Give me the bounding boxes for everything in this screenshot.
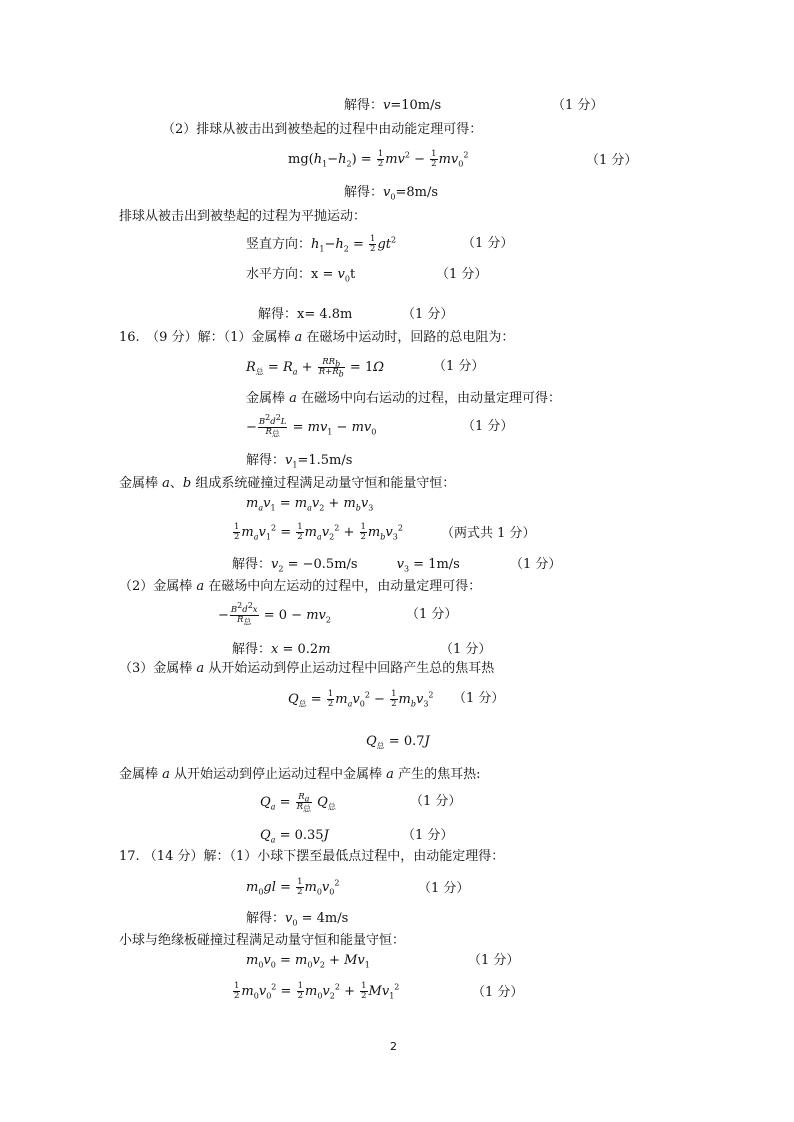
score-mark: （1 分） [468, 953, 520, 968]
score-mark: （1 分） [440, 642, 492, 657]
score-mark: （1 分） [462, 236, 514, 251]
solve-v1-line: 解得：$v_1=1.5m/s$ [246, 453, 353, 470]
solve-x-line: 解得：x= 4.8m [258, 307, 353, 322]
score-mark: （1 分） [410, 794, 462, 809]
score-mark: （1 分） [418, 881, 470, 896]
solve-v2-v3-line: 解得：$v_2 = -0.5m/s$ $v_3 = 1m/s$ [232, 557, 460, 574]
score-mark: （1 分） [462, 419, 514, 434]
horizontal-direction-equation: 水平方向：$x = v_0t$ [246, 267, 356, 284]
part2-left-motion-text: （2）金属棒 a 在磁场中向左运动的过程中，由动量定理可得： [119, 579, 482, 594]
collision-conservation-text: 金属棒 a、b 组成系统碰撞过程满足动量守恒和能量守恒： [119, 476, 456, 491]
total-resistance-equation: $R_总 = R_a$ + $RR_b$ $R+R_b$ = 1Ω [246, 357, 384, 379]
part2-heading: （2）排球从被击出到被垫起的过程中由动能定理可得： [162, 122, 483, 137]
momentum-right-equation: − $B^2d^2L$ $R_总$ = $mv_1 - mv_0$ [246, 413, 377, 439]
question-16-heading: 16. （9 分）解：（1）金属棒 a 在磁场中运动时，回路的总电阻为： [119, 330, 515, 345]
ball-energy-conservation-equation: $\frac{1}{2}$ $m_0v_0^2$ = $\frac{1}{2}$ $m_0v_2^2$ + $\frac{1}{2}$ $Mv_1^2$ [234, 981, 400, 1001]
solve-v-line: 解得：v=10m/s [344, 98, 442, 113]
momentum-conservation-equation: $m_av_1 = m_av_2 + m_bv_3$ [246, 496, 374, 513]
solve-ball-v0-line: 解得：$v_0 = 4m/s$ [246, 911, 349, 928]
total-heat-value: $Q_总 = 0.7J$ [366, 734, 430, 751]
score-mark: （1 分） [406, 607, 458, 622]
ball-collision-text: 小球与绝缘板碰撞过程满足动量守恒和能量守恒： [119, 933, 406, 948]
rod-a-heat-equation: $Q_a$ = $R_a$ $R_总$ $Q_总$ [260, 792, 336, 814]
rod-a-heat-text: 金属棒 a 从开始运动到停止运动过程中金属棒 a 产生的焦耳热: [119, 767, 481, 782]
score-mark: （1 分） [433, 359, 485, 374]
solve-v0-line: 解得：$v_0=8m/s$ [344, 185, 439, 202]
part3-joule-heat-text: （3）金属棒 a 从开始运动到停止运动过程中回路产生总的焦耳热 [119, 661, 495, 676]
score-mark: （1 分） [402, 307, 454, 322]
score-mark: （1 分） [472, 985, 524, 1000]
score-mark: （1 分） [586, 153, 638, 168]
score-mark: （1 分） [510, 557, 562, 572]
momentum-theorem-right-text: 金属棒 a 在磁场中向右运动的过程，由动量定理可得： [246, 391, 562, 406]
score-mark-combined: （两式共 1 分） [441, 526, 536, 541]
rod-a-heat-value: $Q_a = 0.35J$ [260, 828, 329, 845]
score-mark: （1 分） [402, 828, 454, 843]
question-17-heading: 17. （14 分）解：（1）小球下摆至最低点过程中，由动能定理得： [119, 849, 505, 864]
ball-momentum-equation: $m_0v_0 = m_0v_2 + Mv_1$ [246, 953, 370, 970]
energy-theorem-equation: $mg(h_1-h_2)$ = $\frac{1}{2}$ $mv^2$ − $\frac{1}{2}$ $mv_0^2$ [288, 149, 469, 169]
score-mark: （1 分） [453, 691, 505, 706]
score-mark: （1 分） [552, 98, 604, 113]
score-mark: （1 分） [436, 267, 488, 282]
ball-energy-equation: $m_0gl$ = $\frac{1}{2}$ $m_0v_0^2$ [246, 877, 340, 897]
energy-conservation-equation: $\frac{1}{2}$ $m_av_1^2$ = $\frac{1}{2}$ $m_av_2^2$ + $\frac{1}{2}$ $m_bv_3^2$ [234, 522, 403, 542]
total-heat-equation: $Q_总$ = $\frac{1}{2}$ $m_av_0^2$ − $\frac{1}{2}$ $m_bv_3^2$ [288, 689, 434, 709]
vertical-direction-equation: 竖直方向：$h_1-h_2$ = $\frac{1}{2}$ $gt^2$ [246, 234, 397, 254]
projectile-heading: 排球从被击出到被垫起的过程为平抛运动： [119, 209, 367, 224]
momentum-left-equation: − $B^2d^2x$ $R_总$ = $0 - mv_2$ [218, 601, 331, 627]
page-number: 2 [390, 1040, 397, 1053]
solve-x-distance-line: 解得：x = 0.2m [232, 642, 331, 657]
